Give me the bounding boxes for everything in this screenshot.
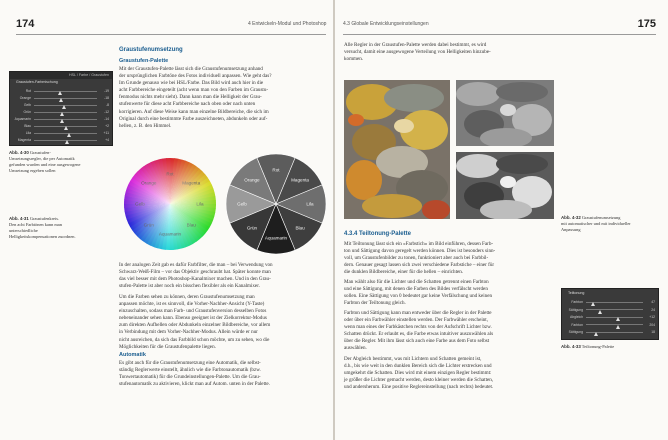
wheel-label: Rot xyxy=(272,167,280,173)
right-paragraph-1: Mit Teiltonung lässt sich ein »Farbstich« im Bild einführen, dessen Farb- ton und Sättigung davon geregelt werden können. Dies ist besonders sinn- voll, um Graustufenbilder zu tonen, funktioniert aber auch bei Farbbil- dern. Genauer gesagt lassen sich zwei verschiedene Farbstiche – einer für die dunklen Bildbereiche, einer für die hellen – einrichten. xyxy=(344,241,496,276)
figure-caption-4-32 xyxy=(561,215,661,233)
left-page-header xyxy=(16,18,326,32)
slider-track xyxy=(586,332,643,333)
slider-track xyxy=(586,317,643,318)
left-header-title: 4 Entwickeln-Modul und Photoshop xyxy=(248,21,327,27)
figure-caption-4-30 xyxy=(9,150,117,174)
slider-track xyxy=(586,324,643,325)
slider-row xyxy=(13,130,109,136)
split-toning-panel-screenshot xyxy=(561,288,659,340)
slider-label: Aquamarin xyxy=(14,117,31,121)
figure-caption-text-4-33: Teiltonung-Palette xyxy=(581,344,615,349)
right-page-number: 175 xyxy=(637,18,656,30)
wheel-label: Blau xyxy=(295,225,305,231)
slider-value: 204 xyxy=(649,322,655,327)
slider-knob xyxy=(616,317,620,321)
left-paragraph-4: Es gibt auch für die Graustufenumsetzung eine Automatik, die selbst- ständig Reglerwerte einstellt, ähnlich wie die Farbtonautomatik (bzw. Tonwertautomatik) für die Grundeinstellungen-Palette. Um die Grau- stufenautomatik zu aktivieren, klickt man auf Autom. unten in der Palette. xyxy=(119,360,270,388)
slider-knob xyxy=(598,310,602,314)
left-page-number: 174 xyxy=(16,18,35,30)
section-heading-graustufen: Graustufenumsetzung xyxy=(119,47,183,53)
slider-track xyxy=(34,105,97,106)
slider-track xyxy=(34,112,97,113)
slider-row xyxy=(13,102,109,108)
lichen-photo-grayscale-custom xyxy=(456,152,554,219)
right-header-title: 4.3 Globale Entwicklungseinstellungen xyxy=(343,21,429,27)
slider-label: Farbton xyxy=(571,300,583,304)
figure-caption-text-4-32: Graustufenumsetzung mit automatischer und mit individueller Anpassung xyxy=(561,215,631,232)
slider-label: Sättigung xyxy=(568,307,583,312)
slider-row xyxy=(565,329,655,335)
color-wheel-figure xyxy=(118,152,328,256)
slider-row xyxy=(13,88,109,94)
wheel-label: Lila xyxy=(306,201,314,207)
figure-caption-4-31 xyxy=(9,216,117,240)
slider-value: 24 xyxy=(651,307,655,312)
wheel-label: Grün xyxy=(246,225,258,231)
panel-title: Graustufen-Farbmischung xyxy=(16,80,58,84)
subheading-graustufen-palette: Graustufen-Palette xyxy=(119,58,169,64)
slider-label: Blau xyxy=(24,124,31,128)
slider-label: Gelb xyxy=(23,103,31,107)
slider-label: Farbton xyxy=(571,322,583,327)
panel-tabs: HSL / Farbe / Graustufen xyxy=(10,72,112,79)
lichen-photo-grayscale-auto xyxy=(456,80,554,146)
slider-value: -12 xyxy=(104,110,109,114)
split-panel-title: Teiltonung xyxy=(568,291,585,295)
figure-number-4-30: Abb. 4-30 xyxy=(9,150,29,155)
figure-caption-4-33 xyxy=(561,344,661,350)
figure-caption-text-4-30: Graustufen- Umsetzungsregler, die per Automatik gefunden wurden und eine ausgewogene Umsetzung ergeben sollen xyxy=(9,150,81,173)
grayscale-panel-screenshot xyxy=(9,71,113,146)
slider-track xyxy=(34,91,97,92)
color-wheel-highlight xyxy=(124,158,216,250)
slider-value: +11 xyxy=(103,131,109,135)
slider-label: Abgleich xyxy=(569,315,583,319)
slider-track xyxy=(586,302,643,303)
slider-track xyxy=(34,133,97,134)
figure-number-4-33: Abb. 4-33 xyxy=(561,344,581,349)
subheading-automatik: Automatik xyxy=(119,352,146,358)
slider-value: 18 xyxy=(651,330,655,334)
section-heading-teiltonung: 4.3.4 Teiltonung-Palette xyxy=(344,231,411,237)
left-paragraph-2: In der analogen Zeit gab es dafür Farbfilter, die man – bei Verwendung von Schwarz-Weiß-Film – vor das Objektiv geschraubt hat. Später konnte man das viel besser mit dem Photoshop-Kanalmixer machen. Und in den Grau- stufen-Palette ist aber noch ein bisschen flexibler als ein Kanalmixer. xyxy=(119,262,273,290)
slider-row xyxy=(13,123,109,129)
slider-track xyxy=(34,140,97,141)
slider-row xyxy=(565,307,655,313)
slider-label: Magenta xyxy=(17,138,31,142)
slider-value: 47 xyxy=(651,300,655,304)
right-paragraph-4: Der Abgleich bestimmt, was mit Lichtern und Schatten gemeint ist, d.h., bis wie weit in den dunklen Bereich sich die Lichter erstrecken und umgekehrt die Schatten. Dies wird mit einem einzigen Regler bestimmt: je größer die Lichter gemacht werden, desto kleiner werden die Schatten, und andersherum. Eine positive Reglereinstellung (nach rechts) bedeutet. xyxy=(344,356,494,391)
slider-knob xyxy=(594,332,598,336)
slider-knob xyxy=(65,140,69,144)
slider-label: Orange xyxy=(19,96,31,100)
left-paragraph-3: Um die Farben sehen zu können, deren Graustufenumsetzung man anpassen möchte, ist es sinnvoll, die Vorher-Nachher-Ansicht (Y-Taste) einzuschalten, sodass man Farb- und Graustufenversion desselben Fotos nebeneinander sehen kann. Ebenso geeignet ist der Zielkorrektur-Modus zum direkten Aufhellen oder Abdunkeln einzelner Bildbereiche, vor allem in Verbindung mit dem Vorher-Nachher-Modus. Allein würde er nur nicht ausreichen, da sich das Farbbild schon möchte, um zu sehen, wo die Möglichkeiten für die Graustufenpalette liegen. xyxy=(119,294,271,350)
right-page-header xyxy=(343,18,656,32)
slider-row xyxy=(565,299,655,305)
slider-value: -8 xyxy=(105,103,109,107)
slider-label: Sättigung xyxy=(568,330,583,334)
slider-row xyxy=(13,109,109,115)
wheel-label: Aquamarin xyxy=(264,235,288,241)
lichen-photo-color xyxy=(344,80,450,219)
slider-label: Lila xyxy=(25,131,31,135)
slider-value: +4 xyxy=(105,138,109,142)
slider-track xyxy=(34,126,97,127)
grayscale-wheel xyxy=(226,154,326,254)
left-page xyxy=(0,0,333,440)
slider-track xyxy=(586,309,643,310)
slider-row xyxy=(565,322,655,328)
wheel-label: Magenta xyxy=(291,177,309,183)
slider-track xyxy=(34,98,97,99)
slider-value: +12 xyxy=(649,315,655,319)
slider-value: -19 xyxy=(104,89,109,93)
left-header-rule xyxy=(16,34,326,35)
slider-value: +2 xyxy=(105,124,109,128)
slider-label: Rot xyxy=(25,89,31,93)
wheel-label: Gelb xyxy=(237,201,247,207)
slider-row xyxy=(13,137,109,143)
figure-number-4-31: Abb. 4-31 xyxy=(9,216,29,221)
slider-row xyxy=(13,116,109,122)
slider-track xyxy=(34,119,97,120)
right-paragraph-top: Alle Regler in der Graustufen-Palette werden dabei bestimmt, es wird versucht, damit eine ausgewogene Verteilung von Helligkeiten hinzube- kommen. xyxy=(344,42,491,63)
left-paragraph-1: Mit der Graustufen-Palette lässt sich die Graustufenumsetzung anhand der ursprünglichen Farbtöne des Fotos individuell anpassen. Wie geht das? Im Grunde genauso wie bei HSL/Farbe. Das Bild wird auch hier in die acht Farbbereiche eingeteilt (acht wenn man von den Farben im Graustu- fenmodus nichts mehr sieht). Dann kann man die Helligkeit der Grau- stufenwerte für diese acht Farbbereiche nach oben oder nach unten korrigieren. Auf diese Weise kann man einzelne Bildbereiche, die sich im Original durch eine bestimmte Farbe auszeichneten, abdunkeln oder auf- hellen, z. B. den Himmel. xyxy=(119,66,272,129)
figure-caption-text-4-31: Graustufenkreis. Den acht Farbtönen kann man unterschiedliche Helligkeitskompensationen zuordnen. xyxy=(9,216,76,239)
slider-value: -18 xyxy=(104,96,109,100)
right-paragraph-2: Man wählt also für die Lichter und die Schatten getrennt einen Farbton und eine Sättigung, mit denen die Farben des Bildes verfälscht werden sollen. Eine Sättigung von 0 bedeutet gar keine Verfälschung und keinen Farbton der Teiltonung gleich. xyxy=(344,279,493,307)
slider-label: Grün xyxy=(23,110,31,114)
slider-row xyxy=(13,95,109,101)
right-page xyxy=(335,0,668,440)
slider-row xyxy=(565,314,655,320)
slider-value: -14 xyxy=(104,117,109,121)
slider-knob xyxy=(616,325,620,329)
right-header-rule xyxy=(343,34,656,35)
slider-knob xyxy=(591,302,595,306)
wheel-label: Orange xyxy=(244,177,260,183)
right-paragraph-3: Farbton und Sättigung kann man entweder über die Regler in der Palette oder über ein Farbwähler einstellen werden. Der Farbwähler erscheint, wenn man eines der Farbkästchen rechts von der Aufschrift Lichter bzw. Schatten drückt. Er erlaubt es, die Farbe etwas intuitiver auszuwählen als über die Regler. Mit ihm lässt sich auch eine Farbe aus dem Foto selbst auswählen. xyxy=(344,310,494,352)
figure-number-4-32: Abb. 4-32 xyxy=(561,215,581,220)
